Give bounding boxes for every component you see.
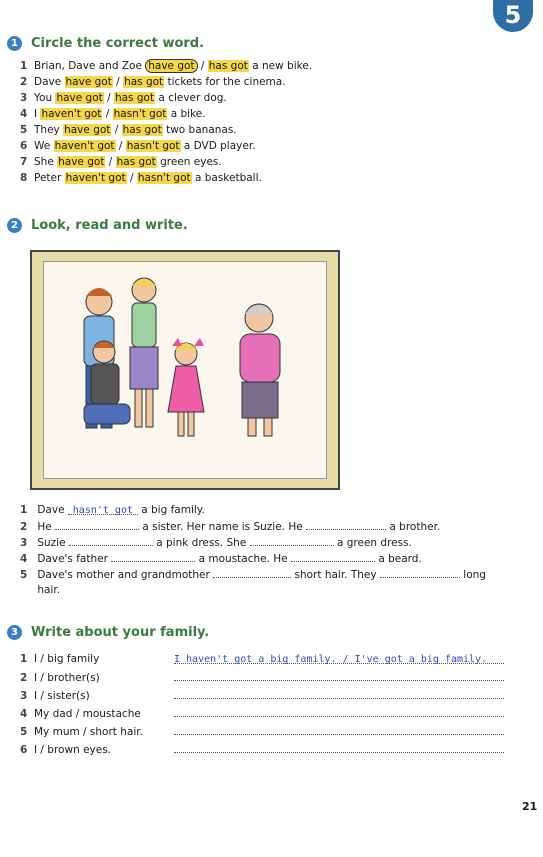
option-b[interactable]: has got bbox=[124, 76, 164, 88]
exercise-3-item bbox=[20, 740, 504, 758]
exercise-2-title bbox=[7, 218, 188, 233]
item-number: 1 bbox=[20, 653, 28, 665]
item-text: Dave bbox=[34, 76, 65, 88]
option-a[interactable]: haven't got bbox=[41, 108, 102, 120]
option-separator: / bbox=[111, 124, 122, 136]
answer-blank[interactable] bbox=[306, 518, 386, 530]
option-b[interactable]: hasn't got bbox=[126, 140, 180, 152]
answer-blank[interactable] bbox=[250, 534, 334, 546]
option-b[interactable]: has got bbox=[114, 92, 155, 104]
item-number: 6 bbox=[20, 744, 28, 756]
item-text: a big family. bbox=[141, 504, 205, 516]
item-text: Peter bbox=[34, 172, 65, 184]
exercise-3-item bbox=[20, 686, 504, 704]
exercise-2-item bbox=[20, 550, 486, 566]
exercise-2-item bbox=[20, 566, 486, 582]
option-b[interactable]: hasn't got bbox=[113, 108, 167, 120]
item-number: 2 bbox=[20, 521, 28, 533]
exercise-3-title bbox=[7, 625, 209, 640]
item-number: 4 bbox=[20, 708, 28, 720]
item-prompt: I / big family bbox=[34, 653, 100, 665]
answer-line[interactable] bbox=[174, 722, 504, 735]
answer-blank[interactable] bbox=[111, 550, 195, 562]
item-text: a brother. bbox=[389, 521, 441, 533]
exercise-1-list bbox=[20, 58, 312, 186]
page-number: 21 bbox=[522, 800, 538, 813]
exercise-2-item bbox=[20, 518, 486, 534]
item-text: a clever dog. bbox=[155, 92, 227, 104]
item-number: 2 bbox=[20, 76, 28, 88]
exercise-2-item-continued bbox=[20, 582, 486, 598]
exercise-3-item bbox=[20, 722, 504, 740]
item-number: 2 bbox=[20, 672, 28, 684]
exercise-3-number: 3 bbox=[7, 625, 22, 640]
item-text: a DVD player. bbox=[180, 140, 256, 152]
option-b[interactable]: has got bbox=[116, 156, 156, 168]
item-number: 3 bbox=[20, 537, 28, 549]
item-text: Brian, Dave and Zoe bbox=[34, 60, 146, 72]
item-number: 5 bbox=[20, 726, 28, 738]
exercise-3-item bbox=[20, 704, 504, 722]
item-text: a basketball. bbox=[191, 172, 262, 184]
item-text: a bike. bbox=[167, 108, 206, 120]
answer-blank[interactable] bbox=[69, 534, 153, 546]
exercise-2-number: 2 bbox=[7, 218, 22, 233]
exercise-1-title bbox=[7, 36, 204, 51]
answer-line[interactable] bbox=[174, 740, 504, 753]
answer-blank[interactable] bbox=[213, 566, 291, 578]
item-number: 8 bbox=[20, 172, 28, 184]
answer-blank[interactable] bbox=[55, 518, 139, 530]
item-prompt: My dad / moustache bbox=[34, 708, 141, 720]
item-text: tickets for the cinema. bbox=[164, 76, 286, 88]
item-number: 5 bbox=[20, 124, 28, 136]
item-text: a sister. Her name is Suzie. He bbox=[142, 521, 303, 533]
option-a[interactable]: haven't got bbox=[54, 140, 115, 152]
item-number: 7 bbox=[20, 156, 28, 168]
option-separator: / bbox=[102, 108, 113, 120]
item-text: two bananas. bbox=[162, 124, 237, 136]
item-text: a beard. bbox=[378, 553, 422, 565]
exercise-1-number: 1 bbox=[7, 36, 22, 51]
item-number: 5 bbox=[20, 569, 28, 581]
option-b[interactable]: has got bbox=[208, 60, 248, 72]
item-text: I bbox=[34, 108, 41, 120]
item-prompt: My mum / short hair. bbox=[34, 726, 143, 738]
item-prompt: I / sister(s) bbox=[34, 690, 90, 702]
exercise-1-item bbox=[20, 90, 312, 106]
option-b[interactable]: has got bbox=[122, 124, 162, 136]
exercise-1-item bbox=[20, 154, 312, 170]
exercise-1-item bbox=[20, 58, 312, 74]
exercise-1-item bbox=[20, 74, 312, 90]
option-separator: / bbox=[197, 60, 208, 72]
item-text: long bbox=[463, 569, 486, 581]
answer-blank[interactable] bbox=[380, 566, 460, 578]
option-separator: / bbox=[103, 92, 114, 104]
option-a[interactable]: have got bbox=[65, 76, 112, 88]
option-separator: / bbox=[112, 76, 124, 88]
item-text: hair. bbox=[37, 584, 61, 596]
item-text: She bbox=[34, 156, 58, 168]
option-a[interactable]: have got bbox=[56, 92, 103, 104]
unit-number-badge: 5 bbox=[493, 0, 533, 32]
exercise-1-item bbox=[20, 122, 312, 138]
option-a[interactable]: haven't got bbox=[65, 172, 126, 184]
answer-blank[interactable] bbox=[291, 550, 375, 562]
item-number: 4 bbox=[20, 553, 28, 565]
item-text: They bbox=[34, 124, 64, 136]
item-text: a new bike. bbox=[248, 60, 313, 72]
item-text: Dave bbox=[37, 504, 65, 516]
item-number: 4 bbox=[20, 108, 28, 120]
item-text: a pink dress. She bbox=[156, 537, 247, 549]
answer-line[interactable] bbox=[174, 668, 504, 681]
item-text: Suzie bbox=[37, 537, 66, 549]
answer-blank[interactable]: hasn't got bbox=[68, 503, 138, 515]
exercise-1-item bbox=[20, 138, 312, 154]
option-b[interactable]: hasn't got bbox=[137, 172, 191, 184]
item-prompt: I / brother(s) bbox=[34, 672, 100, 684]
item-prompt: I / brown eyes. bbox=[34, 744, 112, 756]
item-number: 3 bbox=[20, 92, 28, 104]
exercise-3-list bbox=[20, 650, 504, 758]
option-a[interactable]: have got bbox=[64, 124, 111, 136]
answer-line[interactable]: I haven't got a big family. / I've got a big family. bbox=[174, 651, 504, 664]
item-text: We bbox=[34, 140, 54, 152]
answer-line[interactable] bbox=[174, 686, 504, 699]
item-text: a moustache. He bbox=[198, 553, 288, 565]
item-number: 3 bbox=[20, 690, 28, 702]
option-separator: / bbox=[105, 156, 116, 168]
family-illustration bbox=[30, 250, 340, 490]
exercise-1-item bbox=[20, 170, 312, 186]
option-a[interactable]: have got bbox=[145, 59, 197, 73]
item-number: 1 bbox=[20, 504, 28, 516]
exercise-2-item bbox=[20, 534, 486, 550]
item-text: You bbox=[34, 92, 56, 104]
exercise-3-item bbox=[20, 650, 504, 668]
item-text: Dave's mother and grandmother bbox=[37, 569, 210, 581]
item-number: 1 bbox=[20, 60, 28, 72]
item-text: He bbox=[37, 521, 52, 533]
exercise-1-item bbox=[20, 106, 312, 122]
option-separator: / bbox=[115, 140, 126, 152]
item-text: short hair. They bbox=[294, 569, 377, 581]
option-a[interactable]: have got bbox=[58, 156, 105, 168]
exercise-1-instruction: Circle the correct word. bbox=[31, 36, 205, 51]
item-text: green eyes. bbox=[156, 156, 222, 168]
exercise-2-item bbox=[20, 502, 486, 518]
answer-line[interactable] bbox=[174, 704, 504, 717]
exercise-3-instruction: Write about your family. bbox=[31, 625, 210, 640]
exercise-3-item bbox=[20, 668, 504, 686]
exercise-2-instruction: Look, read and write. bbox=[31, 218, 188, 233]
family-drawing bbox=[44, 262, 326, 478]
item-text: a green dress. bbox=[336, 537, 412, 549]
item-number: 6 bbox=[20, 140, 28, 152]
exercise-2-list bbox=[20, 502, 486, 598]
item-text: Dave's father bbox=[37, 553, 108, 565]
option-separator: / bbox=[126, 172, 137, 184]
